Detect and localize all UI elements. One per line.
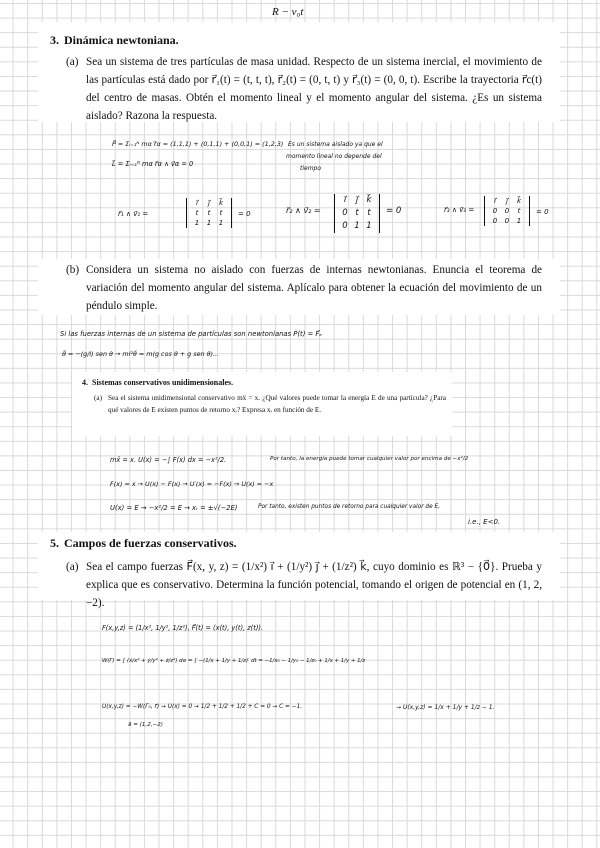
- section4-title: Sistemas conservativos unidimensionales.: [92, 378, 234, 387]
- matrix-cell: 1: [194, 219, 200, 227]
- section3-title: Dinámica newtoniana.: [64, 33, 179, 47]
- matrix-cell: j⃗: [208, 199, 210, 207]
- matrix-cell: t: [219, 209, 223, 217]
- section4-number: 4.: [82, 378, 88, 387]
- section3-number: 3.: [50, 33, 59, 47]
- hw-4-line3-note: Por tanto, existen puntos de retorno para cualquier valor de E,: [258, 504, 441, 510]
- hw-5-line2: W(Γ) = ∫ (ẋ/x² + ẏ/y² + ż/z²) dα = ∫ −(1/x + 1/y + 1/z)′ dt = −1/x₀ − 1/y₀ − 1/z₀ + 1/x + 1/y + 1/z: [102, 658, 366, 664]
- section3-part-b-text: Considera un sistema no aislado con fuerzas de internas newtonianas. Enuncia el teorema de variación del momento angular del sistema. Aplícalo para obtener la ecuación del movimiento de un péndulo simple.: [86, 264, 542, 312]
- matrix-row: [191, 198, 227, 208]
- matrix-cell: i⃗: [343, 195, 347, 205]
- hw-note-line2: momento lineal no depende del: [286, 153, 382, 160]
- matrix-row: [489, 196, 525, 206]
- hw-4-line3: U(x) = E → −x²/2 = E → xᵣ = ±√(−2E): [110, 504, 238, 512]
- matrix-cell: 1: [366, 221, 372, 231]
- section5-part-a-text: Sea el campo fuerzas F⃗(x, y, z) = (1/x²) i⃗ + (1/y²) j⃗ + (1/z²) k⃗, cuyo dominio es ℝ³ − {0⃗}. Prueba y explica que es conservativo. Determina la función potencial, tomando el origen de potencial en (1, 2, −2).: [86, 561, 542, 609]
- hw-5-line3b: → U(x,y,z) = 1/x + 1/y + 1/z − 1.: [396, 704, 495, 711]
- hw-note-line1: Es un sistema aislado ya que el: [288, 141, 383, 148]
- matrix-cell: i⃗: [494, 197, 496, 205]
- cross1-matrix: [186, 198, 232, 228]
- hw-3b-line2: θ̈ = −(g/l) sen θ → ml²θ̈ = m(g cos θ + g sen θ)...: [62, 350, 220, 358]
- matrix-cell: 1: [516, 217, 522, 225]
- matrix-cell: 0: [492, 217, 498, 225]
- hw-5-origin: a⃗ = (1,2,−2): [128, 722, 163, 728]
- matrix-cell: 1: [206, 219, 212, 227]
- matrix-row: [489, 216, 525, 226]
- cross1-result: = 0: [238, 210, 251, 218]
- matrix-cell: 1: [354, 221, 360, 231]
- top-formula: R − v₀t: [272, 6, 304, 18]
- matrix-row: [339, 207, 375, 220]
- matrix-cell: j⃗: [355, 195, 359, 205]
- matrix-row: [489, 206, 525, 216]
- hw-4-line2: F(x) = x → U(x) − F(x) → U′(x) = −F(x) → U(x) = −x: [110, 480, 274, 488]
- matrix-cell: t: [355, 208, 359, 218]
- matrix-cell: j⃗: [506, 197, 508, 205]
- matrix-cell: k⃗: [218, 199, 224, 207]
- cross2-result: = 0: [386, 206, 402, 216]
- hw-momentum-linear: P⃗ = Σᵢ₌₁ᴺ mα ṙ⃗α = (1,1,1) + (0,1,1) + (0,0,1) = (1,2,3): [112, 140, 284, 148]
- matrix-cell: 0: [342, 221, 348, 231]
- matrix-row: [339, 194, 375, 207]
- matrix-cell: 0: [342, 208, 348, 218]
- cross2-matrix: [334, 194, 380, 233]
- matrix-cell: 0: [504, 217, 510, 225]
- hw-momentum-angular: L⃗ = Σᵢ₌₁ᴺ mα r⃗α ∧ v⃗α = 0: [112, 160, 194, 168]
- hw-4-line1: mẍ = x. U(x) = −∫ F(x) dx = −x²/2.: [110, 456, 227, 464]
- section5-number: 5.: [50, 536, 59, 550]
- section4-part-a-text: Sea el sistema unidimensional conservativo mẍ = x. ¿Qué valores puede tomar la energía E de una partícula? ¿Para qué valores de E existen puntos de retorno xᵣ? Expresa xᵣ en función de E.: [108, 394, 446, 414]
- hw-4-line3-note2: i.e., E<0.: [468, 518, 501, 526]
- hw-5-line3: U(x,y,z) = −W(Γ₀, r⃗) → U(x) = 0 → 1/2 + 1/2 + 1/2 + C = 0 → C = −1.: [102, 704, 303, 710]
- hw-4-line1-note: Por tanto, la energía puede tomar cualquier valor por encima de −x²/2: [270, 456, 469, 462]
- hw-3b-line1: Si las fuerzas internas de un sistema de partículas son newtonianas Ṗ(t) = F⃗ₑ: [60, 330, 323, 338]
- matrix-cell: i⃗: [196, 199, 198, 207]
- cross1-label: r⃗₁ ∧ v⃗₁ =: [118, 210, 149, 218]
- matrix-cell: k⃗: [366, 195, 372, 205]
- matrix-cell: 0: [504, 207, 510, 215]
- hw-note-line3: tiempo: [300, 165, 322, 172]
- section3-part-b-label: (b): [66, 264, 80, 276]
- section3-part-a-text: Sea un sistema de tres partículas de masa unidad. Respecto de un sistema inercial, el movimiento de las partículas está dado por r⃗₁(t) = (t, t, t), r⃗₂(t) = (0, t, t) y r⃗₃(t) = (0, 0, t). Escribe la trayectoria r⃗c(t) del centro de masas. Obtén el momento lineal y el momento angular del sistema. ¿Es un sistema aislado? Razona la respuesta.: [86, 56, 542, 122]
- cross2-label: r⃗₂ ∧ v⃗₂ =: [286, 206, 321, 215]
- matrix-row: [191, 218, 227, 228]
- matrix-row: [339, 220, 375, 233]
- matrix-cell: k⃗: [516, 197, 522, 205]
- cross3-result: = 0: [536, 208, 549, 216]
- hw-5-line1: F(x,y,z) = (1/x², 1/y², 1/z²), F⃗(t) = (x(t), y(t), z(t)).: [102, 624, 264, 632]
- cross3-label: r⃗₃ ∧ v⃗₃ =: [444, 206, 475, 214]
- section4-part-a-label: (a): [94, 394, 102, 402]
- section5-title: Campos de fuerzas conservativos.: [64, 536, 237, 550]
- matrix-cell: t: [195, 209, 199, 217]
- matrix-row: [191, 208, 227, 218]
- matrix-cell: 1: [218, 219, 224, 227]
- cross3-matrix: [484, 196, 530, 226]
- section5-part-a-label: (a): [66, 561, 79, 573]
- section3-part-a-label: (a): [66, 56, 79, 68]
- matrix-cell: t: [517, 207, 521, 215]
- matrix-cell: t: [207, 209, 211, 217]
- matrix-cell: t: [367, 208, 371, 218]
- matrix-cell: 0: [492, 207, 498, 215]
